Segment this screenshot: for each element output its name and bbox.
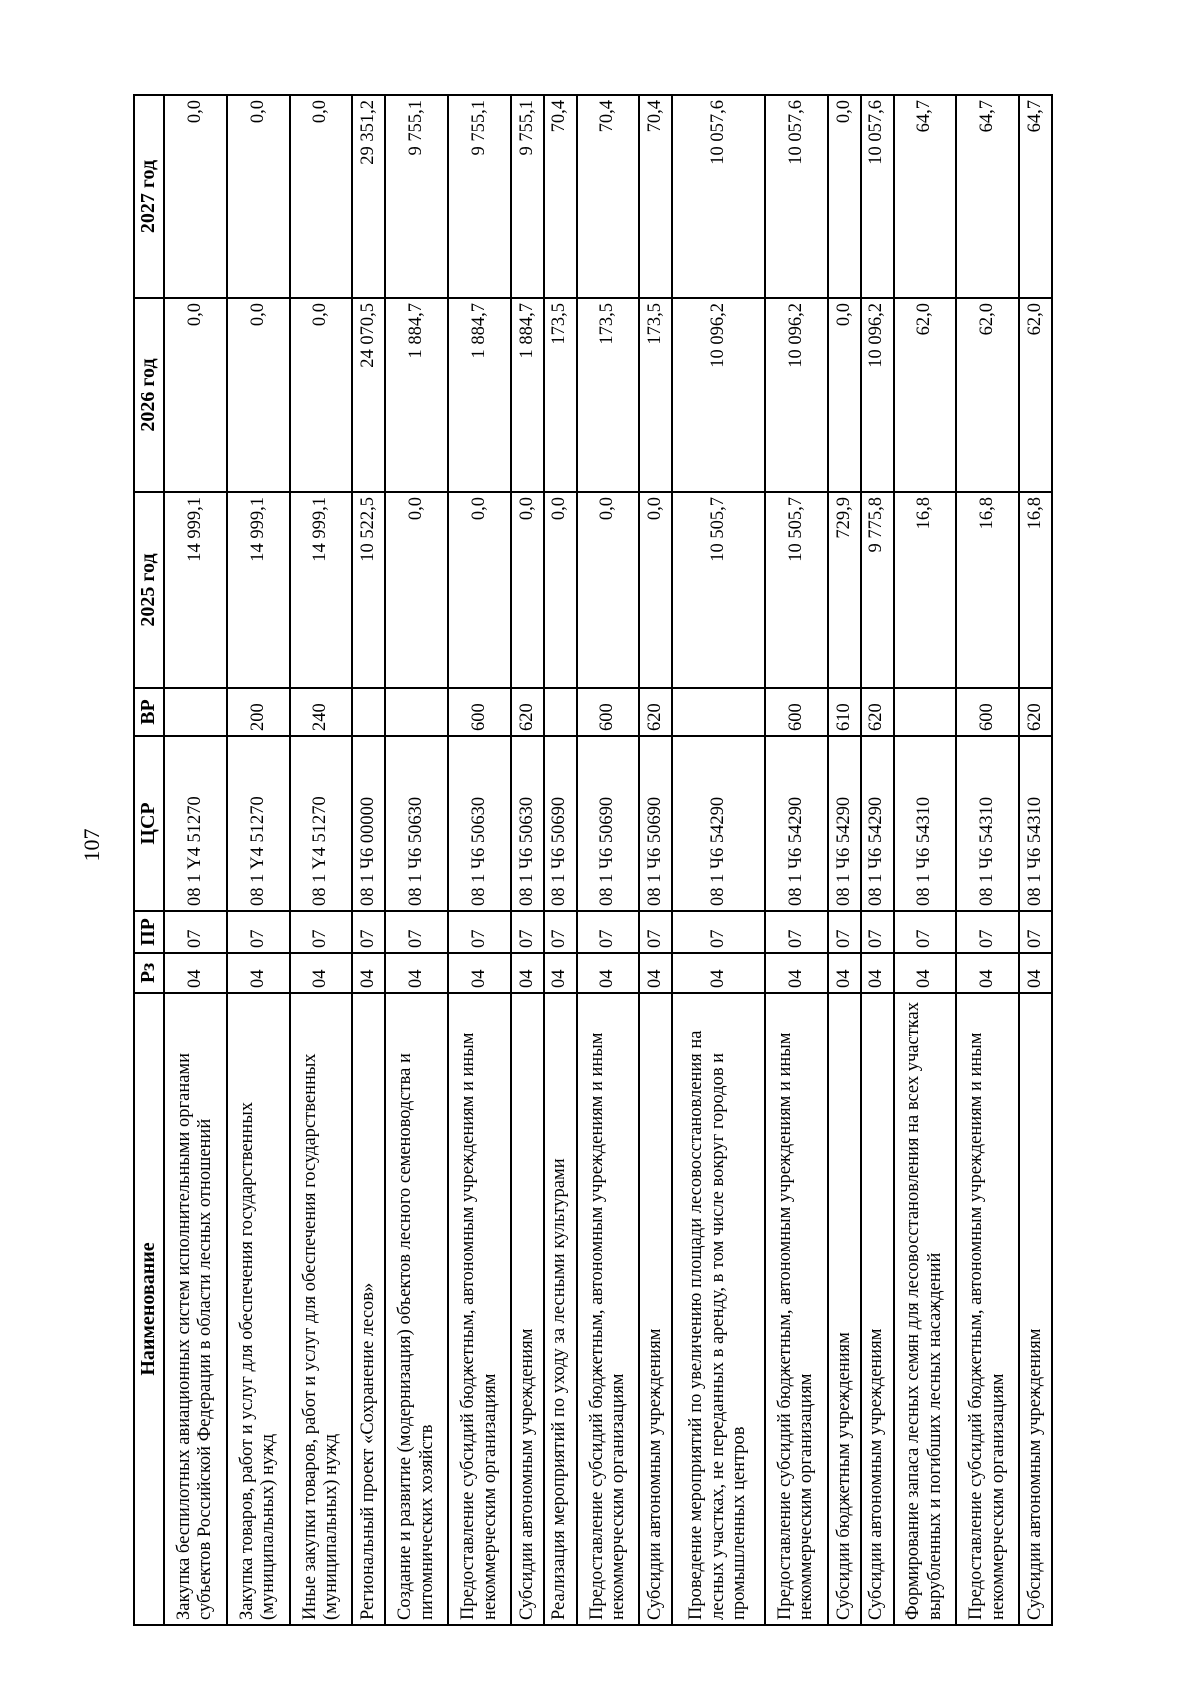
cell-y2025: 16,8 bbox=[1019, 492, 1052, 688]
cell-y2025: 14 999,1 bbox=[164, 492, 227, 688]
cell-name: Предоставление субсидий бюджетным, автономным учреждениям и иным некоммерческим организациям bbox=[765, 993, 828, 1625]
cell-vr bbox=[164, 688, 227, 736]
table-row bbox=[227, 95, 290, 1625]
cell-rz: 04 bbox=[1019, 953, 1052, 993]
cell-y2025: 16,8 bbox=[956, 492, 1019, 688]
table-row bbox=[544, 95, 577, 1625]
cell-csr: 08 1 Ч6 50690 bbox=[639, 736, 672, 911]
cell-y2026: 173,5 bbox=[544, 298, 577, 492]
cell-rz: 04 bbox=[290, 953, 353, 993]
cell-name: Закупка товаров, работ и услуг для обеспечения государственных (муниципальных) нужд bbox=[227, 993, 290, 1625]
cell-rz: 04 bbox=[511, 953, 544, 993]
cell-pr: 07 bbox=[765, 911, 828, 953]
table-row bbox=[956, 95, 1019, 1625]
cell-vr: 600 bbox=[577, 688, 640, 736]
cell-name: Формирование запаса лесных семян для лесовосстановления на всех участках вырубленных и погибших лесных насаждений bbox=[894, 993, 957, 1625]
cell-y2027: 70,4 bbox=[577, 95, 640, 298]
cell-y2026: 62,0 bbox=[956, 298, 1019, 492]
cell-vr bbox=[385, 688, 448, 736]
cell-name: Предоставление субсидий бюджетным, автономным учреждениям и иным некоммерческим организациям bbox=[577, 993, 640, 1625]
cell-y2026: 1 884,7 bbox=[448, 298, 511, 492]
cell-y2027: 9 755,1 bbox=[448, 95, 511, 298]
cell-y2026: 10 096,2 bbox=[861, 298, 894, 492]
cell-rz: 04 bbox=[861, 953, 894, 993]
cell-name: Проведение мероприятий по увеличению площади лесовосстановления на лесных участках, не переданных в аренду, в том числе вокруг городов и промышленных центров bbox=[672, 993, 765, 1625]
cell-y2026: 0,0 bbox=[828, 298, 861, 492]
cell-y2025: 0,0 bbox=[511, 492, 544, 688]
cell-y2026: 10 096,2 bbox=[765, 298, 828, 492]
cell-y2027: 0,0 bbox=[164, 95, 227, 298]
cell-rz: 04 bbox=[828, 953, 861, 993]
cell-rz: 04 bbox=[894, 953, 957, 993]
cell-y2027: 0,0 bbox=[828, 95, 861, 298]
cell-y2026: 1 884,7 bbox=[511, 298, 544, 492]
cell-pr: 07 bbox=[227, 911, 290, 953]
cell-y2025: 0,0 bbox=[448, 492, 511, 688]
cell-name: Субсидии автономным учреждениям bbox=[1019, 993, 1052, 1625]
cell-name: Субсидии бюджетным учреждениям bbox=[828, 993, 861, 1625]
cell-y2025: 0,0 bbox=[544, 492, 577, 688]
cell-vr: 610 bbox=[828, 688, 861, 736]
cell-y2027: 70,4 bbox=[544, 95, 577, 298]
cell-y2027: 10 057,6 bbox=[672, 95, 765, 298]
cell-rz: 04 bbox=[352, 953, 385, 993]
cell-pr: 07 bbox=[290, 911, 353, 953]
cell-rz: 04 bbox=[577, 953, 640, 993]
cell-pr: 07 bbox=[164, 911, 227, 953]
table-row bbox=[385, 95, 448, 1625]
cell-y2026: 0,0 bbox=[227, 298, 290, 492]
cell-csr: 08 1 Ч6 50690 bbox=[577, 736, 640, 911]
cell-name: Предоставление субсидий бюджетным, автономным учреждениям и иным некоммерческим организациям bbox=[448, 993, 511, 1625]
cell-csr: 08 1 Y4 51270 bbox=[164, 736, 227, 911]
cell-y2025: 16,8 bbox=[894, 492, 957, 688]
cell-y2025: 0,0 bbox=[577, 492, 640, 688]
cell-y2025: 0,0 bbox=[385, 492, 448, 688]
header-name: Наименование bbox=[134, 993, 164, 1625]
cell-y2027: 29 351,2 bbox=[352, 95, 385, 298]
cell-rz: 04 bbox=[448, 953, 511, 993]
cell-y2027: 9 755,1 bbox=[511, 95, 544, 298]
cell-y2026: 0,0 bbox=[290, 298, 353, 492]
table-row bbox=[577, 95, 640, 1625]
cell-name: Закупка беспилотных авиационных систем исполнительными органами субъектов Российской Федерации в области лесных отношений bbox=[164, 993, 227, 1625]
table-row bbox=[448, 95, 511, 1625]
page-number: 107 bbox=[79, 828, 104, 862]
cell-name: Иные закупки товаров, работ и услуг для обеспечения государственных (муниципальных) нужд bbox=[290, 993, 353, 1625]
cell-pr: 07 bbox=[577, 911, 640, 953]
cell-vr: 620 bbox=[1019, 688, 1052, 736]
cell-csr: 08 1 Ч6 54310 bbox=[894, 736, 957, 911]
cell-rz: 04 bbox=[385, 953, 448, 993]
table-row bbox=[828, 95, 861, 1625]
cell-pr: 07 bbox=[511, 911, 544, 953]
cell-y2025: 10 505,7 bbox=[672, 492, 765, 688]
cell-y2026: 1 884,7 bbox=[385, 298, 448, 492]
cell-name: Реализация мероприятий по уходу за лесными культурами bbox=[544, 993, 577, 1625]
cell-y2026: 62,0 bbox=[1019, 298, 1052, 492]
cell-y2027: 70,4 bbox=[639, 95, 672, 298]
cell-vr bbox=[894, 688, 957, 736]
cell-pr: 07 bbox=[894, 911, 957, 953]
cell-csr: 08 1 Ч6 50630 bbox=[511, 736, 544, 911]
cell-rz: 04 bbox=[227, 953, 290, 993]
table-row bbox=[511, 95, 544, 1625]
table-header-row bbox=[134, 95, 164, 1625]
cell-y2026: 0,0 bbox=[164, 298, 227, 492]
cell-vr bbox=[672, 688, 765, 736]
cell-pr: 07 bbox=[639, 911, 672, 953]
table-body bbox=[164, 95, 1052, 1625]
cell-y2025: 0,0 bbox=[639, 492, 672, 688]
table-row bbox=[765, 95, 828, 1625]
cell-csr: 08 1 Y4 51270 bbox=[290, 736, 353, 911]
cell-y2027: 10 057,6 bbox=[765, 95, 828, 298]
table-row bbox=[672, 95, 765, 1625]
cell-y2027: 64,7 bbox=[956, 95, 1019, 298]
header-2025: 2025 год bbox=[134, 492, 164, 688]
cell-name: Субсидии автономным учреждениям bbox=[861, 993, 894, 1625]
cell-pr: 07 bbox=[448, 911, 511, 953]
cell-csr: 08 1 Ч6 54290 bbox=[861, 736, 894, 911]
cell-y2027: 64,7 bbox=[894, 95, 957, 298]
cell-csr: 08 1 Ч6 50630 bbox=[448, 736, 511, 911]
cell-pr: 07 bbox=[1019, 911, 1052, 953]
cell-y2025: 14 999,1 bbox=[290, 492, 353, 688]
header-rz: Рз bbox=[134, 953, 164, 993]
header-csr: ЦСР bbox=[134, 736, 164, 911]
cell-y2027: 0,0 bbox=[290, 95, 353, 298]
cell-csr: 08 1 Ч6 50690 bbox=[544, 736, 577, 911]
cell-y2025: 10 505,7 bbox=[765, 492, 828, 688]
cell-csr: 08 1 Ч6 54290 bbox=[765, 736, 828, 911]
cell-name: Субсидии автономным учреждениям bbox=[639, 993, 672, 1625]
cell-y2025: 9 775,8 bbox=[861, 492, 894, 688]
cell-rz: 04 bbox=[639, 953, 672, 993]
cell-pr: 07 bbox=[544, 911, 577, 953]
cell-rz: 04 bbox=[544, 953, 577, 993]
table-row bbox=[164, 95, 227, 1625]
cell-name: Субсидии автономным учреждениям bbox=[511, 993, 544, 1625]
cell-y2025: 729,9 bbox=[828, 492, 861, 688]
cell-csr: 08 1 Ч6 54310 bbox=[1019, 736, 1052, 911]
table-row bbox=[894, 95, 957, 1625]
cell-name: Предоставление субсидий бюджетным, автономным учреждениям и иным некоммерческим организациям bbox=[956, 993, 1019, 1625]
cell-y2027: 9 755,1 bbox=[385, 95, 448, 298]
cell-pr: 07 bbox=[672, 911, 765, 953]
cell-csr: 08 1 Y4 51270 bbox=[227, 736, 290, 911]
header-2027: 2027 год bbox=[134, 95, 164, 298]
cell-y2025: 14 999,1 bbox=[227, 492, 290, 688]
cell-csr: 08 1 Ч6 54310 bbox=[956, 736, 1019, 911]
table-row bbox=[861, 95, 894, 1625]
cell-csr: 08 1 Ч6 54290 bbox=[672, 736, 765, 911]
header-2026: 2026 год bbox=[134, 298, 164, 492]
rotated-page-content bbox=[133, 96, 1053, 1626]
header-vr: ВР bbox=[134, 688, 164, 736]
budget-table bbox=[133, 94, 1053, 1626]
cell-vr: 620 bbox=[861, 688, 894, 736]
header-pr: ПР bbox=[134, 911, 164, 953]
cell-rz: 04 bbox=[672, 953, 765, 993]
cell-pr: 07 bbox=[956, 911, 1019, 953]
cell-y2026: 10 096,2 bbox=[672, 298, 765, 492]
cell-vr bbox=[544, 688, 577, 736]
cell-y2027: 64,7 bbox=[1019, 95, 1052, 298]
cell-pr: 07 bbox=[828, 911, 861, 953]
cell-vr: 600 bbox=[956, 688, 1019, 736]
cell-pr: 07 bbox=[861, 911, 894, 953]
cell-name: Создание и развитие (модернизация) объектов лесного семеноводства и питомнических хозяйств bbox=[385, 993, 448, 1625]
cell-vr: 620 bbox=[639, 688, 672, 736]
cell-pr: 07 bbox=[352, 911, 385, 953]
cell-y2026: 24 070,5 bbox=[352, 298, 385, 492]
cell-rz: 04 bbox=[956, 953, 1019, 993]
cell-y2027: 10 057,6 bbox=[861, 95, 894, 298]
cell-csr: 08 1 Ч6 54290 bbox=[828, 736, 861, 911]
cell-y2026: 62,0 bbox=[894, 298, 957, 492]
cell-vr: 620 bbox=[511, 688, 544, 736]
cell-y2027: 0,0 bbox=[227, 95, 290, 298]
table-row bbox=[639, 95, 672, 1625]
table-row bbox=[1019, 95, 1052, 1625]
cell-y2026: 173,5 bbox=[639, 298, 672, 492]
cell-vr: 240 bbox=[290, 688, 353, 736]
cell-vr: 200 bbox=[227, 688, 290, 736]
cell-csr: 08 1 Ч6 00000 bbox=[352, 736, 385, 911]
cell-vr: 600 bbox=[765, 688, 828, 736]
cell-csr: 08 1 Ч6 50630 bbox=[385, 736, 448, 911]
cell-rz: 04 bbox=[765, 953, 828, 993]
table-row bbox=[290, 95, 353, 1625]
cell-y2025: 10 522,5 bbox=[352, 492, 385, 688]
cell-pr: 07 bbox=[385, 911, 448, 953]
cell-name: Региональный проект «Сохранение лесов» bbox=[352, 993, 385, 1625]
cell-rz: 04 bbox=[164, 953, 227, 993]
cell-y2026: 173,5 bbox=[577, 298, 640, 492]
cell-vr bbox=[352, 688, 385, 736]
table-row bbox=[352, 95, 385, 1625]
cell-vr: 600 bbox=[448, 688, 511, 736]
